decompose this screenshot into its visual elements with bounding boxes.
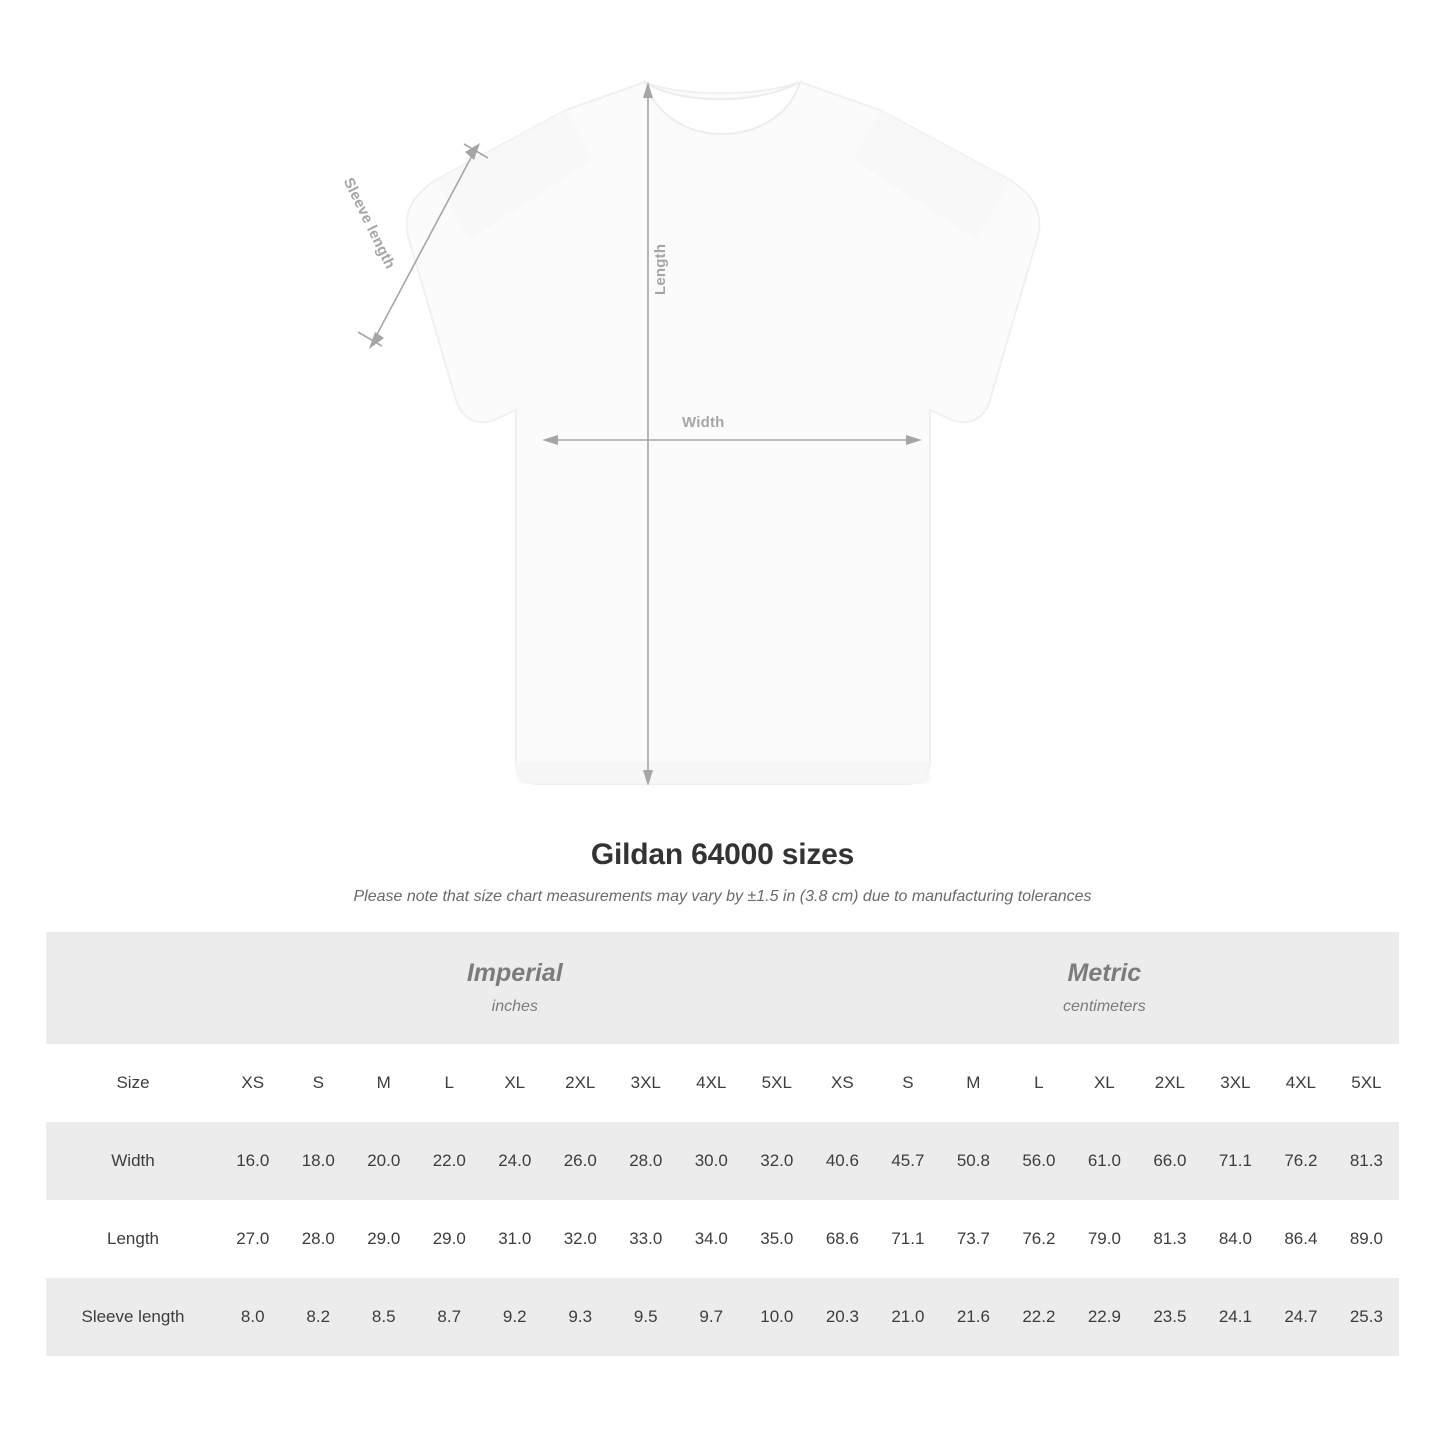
length-label: Length xyxy=(652,243,669,295)
cell-width-7: 30.0 xyxy=(694,1151,728,1170)
cell-length-9: 68.6 xyxy=(825,1229,859,1248)
size-header-s-metric: S xyxy=(902,1073,914,1092)
cell-sleeve-14: 23.5 xyxy=(1153,1307,1187,1326)
size-header-m-imperial: M xyxy=(376,1073,391,1092)
cell-sleeve-5: 9.3 xyxy=(568,1307,593,1326)
cell-sleeve-11: 21.6 xyxy=(956,1307,990,1326)
cell-sleeve-9: 20.3 xyxy=(825,1307,859,1326)
cell-length-17: 89.0 xyxy=(1349,1229,1383,1248)
table-row xyxy=(46,1122,1399,1200)
size-row-label: Size xyxy=(116,1073,150,1092)
cell-length-10: 71.1 xyxy=(891,1229,925,1248)
cell-width-16: 76.2 xyxy=(1284,1151,1318,1170)
size-header-xs-imperial: XS xyxy=(241,1073,265,1092)
cell-length-8: 35.0 xyxy=(760,1229,794,1248)
metric-unit-name: Metric xyxy=(1067,959,1142,988)
tolerance-note: Please note that size chart measurements may vary by ±1.5 in (3.8 cm) due to manufacturing tolerances xyxy=(353,888,1092,905)
row-label-width: Width xyxy=(111,1151,155,1170)
cell-sleeve-6: 9.5 xyxy=(633,1307,658,1326)
cell-sleeve-2: 8.5 xyxy=(371,1307,396,1326)
size-header-3xl-metric: 3XL xyxy=(1220,1073,1251,1092)
table-row xyxy=(46,1200,1399,1278)
cell-width-3: 22.0 xyxy=(432,1151,466,1170)
cell-sleeve-16: 24.7 xyxy=(1284,1307,1318,1326)
size-table-wrapper xyxy=(46,932,1399,1356)
cell-length-15: 84.0 xyxy=(1218,1229,1252,1248)
size-header-row xyxy=(46,1044,1399,1122)
cell-width-0: 16.0 xyxy=(236,1151,270,1170)
metric-unit-header xyxy=(810,932,1400,1044)
cell-width-12: 56.0 xyxy=(1022,1151,1056,1170)
width-label: Width xyxy=(682,414,725,431)
size-header-xs-metric: XS xyxy=(831,1073,854,1092)
title-block xyxy=(0,838,1445,906)
imperial-unit-header xyxy=(220,932,810,1044)
page-title: Gildan 64000 sizes xyxy=(590,838,855,871)
cell-length-12: 76.2 xyxy=(1022,1229,1056,1248)
size-header-l-metric: L xyxy=(1034,1073,1044,1092)
cell-width-14: 66.0 xyxy=(1153,1151,1187,1170)
imperial-unit-sub: inches xyxy=(491,997,538,1015)
unit-header-row xyxy=(46,932,1399,1044)
cell-width-13: 61.0 xyxy=(1087,1151,1121,1170)
size-header-xl-metric: XL xyxy=(1093,1073,1115,1092)
cell-length-16: 86.4 xyxy=(1284,1229,1318,1248)
cell-length-2: 29.0 xyxy=(367,1229,401,1248)
cell-width-15: 71.1 xyxy=(1218,1151,1252,1170)
cell-length-6: 33.0 xyxy=(629,1229,663,1248)
size-header-4xl-metric: 4XL xyxy=(1285,1073,1316,1092)
cell-width-5: 26.0 xyxy=(563,1151,597,1170)
cell-length-7: 34.0 xyxy=(694,1229,728,1248)
cell-width-8: 32.0 xyxy=(760,1151,794,1170)
size-header-s-imperial: S xyxy=(312,1073,324,1092)
cell-length-3: 29.0 xyxy=(432,1229,466,1248)
cell-length-14: 81.3 xyxy=(1153,1229,1187,1248)
cell-width-9: 40.6 xyxy=(825,1151,859,1170)
cell-width-17: 81.3 xyxy=(1349,1151,1383,1170)
cell-sleeve-0: 8.0 xyxy=(240,1307,265,1326)
cell-sleeve-15: 24.1 xyxy=(1218,1307,1252,1326)
size-header-l-imperial: L xyxy=(444,1073,454,1092)
sleeve-length-label: Sleeve length xyxy=(339,175,399,272)
cell-sleeve-7: 9.7 xyxy=(699,1307,724,1326)
size-header-5xl-imperial: 5XL xyxy=(761,1073,792,1092)
cell-length-5: 32.0 xyxy=(563,1229,597,1248)
cell-sleeve-12: 22.2 xyxy=(1022,1307,1056,1326)
size-header-5xl-metric: 5XL xyxy=(1351,1073,1382,1092)
size-header-2xl-metric: 2XL xyxy=(1154,1073,1185,1092)
cell-sleeve-17: 25.3 xyxy=(1349,1307,1383,1326)
size-table xyxy=(46,932,1399,1356)
size-header-m-metric: M xyxy=(966,1073,981,1092)
table-row xyxy=(46,1278,1399,1356)
cell-sleeve-10: 21.0 xyxy=(891,1307,925,1326)
size-header-2xl-imperial: 2XL xyxy=(565,1073,596,1092)
cell-width-1: 18.0 xyxy=(301,1151,335,1170)
cell-length-4: 31.0 xyxy=(498,1229,532,1248)
cell-sleeve-8: 10.0 xyxy=(760,1307,794,1326)
table-corner-cell xyxy=(46,932,220,1044)
size-header-4xl-imperial: 4XL xyxy=(696,1073,727,1092)
imperial-unit-name: Imperial xyxy=(466,959,563,988)
cell-width-6: 28.0 xyxy=(629,1151,663,1170)
cell-length-1: 28.0 xyxy=(301,1229,335,1248)
cell-width-4: 24.0 xyxy=(498,1151,532,1170)
cell-sleeve-1: 8.2 xyxy=(306,1307,331,1326)
cell-length-11: 73.7 xyxy=(956,1229,990,1248)
cell-width-2: 20.0 xyxy=(367,1151,401,1170)
size-header-xl-imperial: XL xyxy=(504,1073,526,1092)
metric-unit-sub: centimeters xyxy=(1063,997,1146,1015)
cell-sleeve-3: 8.7 xyxy=(437,1307,462,1326)
cell-sleeve-13: 22.9 xyxy=(1087,1307,1121,1326)
cell-width-10: 45.7 xyxy=(891,1151,925,1170)
cell-length-13: 79.0 xyxy=(1087,1229,1121,1248)
size-header-3xl-imperial: 3XL xyxy=(630,1073,661,1092)
cell-length-0: 27.0 xyxy=(236,1229,270,1248)
row-label-sleeve-length: Sleeve length xyxy=(81,1307,185,1326)
row-label-length: Length xyxy=(107,1229,159,1248)
cell-sleeve-4: 9.2 xyxy=(502,1307,527,1326)
cell-width-11: 50.8 xyxy=(956,1151,990,1170)
